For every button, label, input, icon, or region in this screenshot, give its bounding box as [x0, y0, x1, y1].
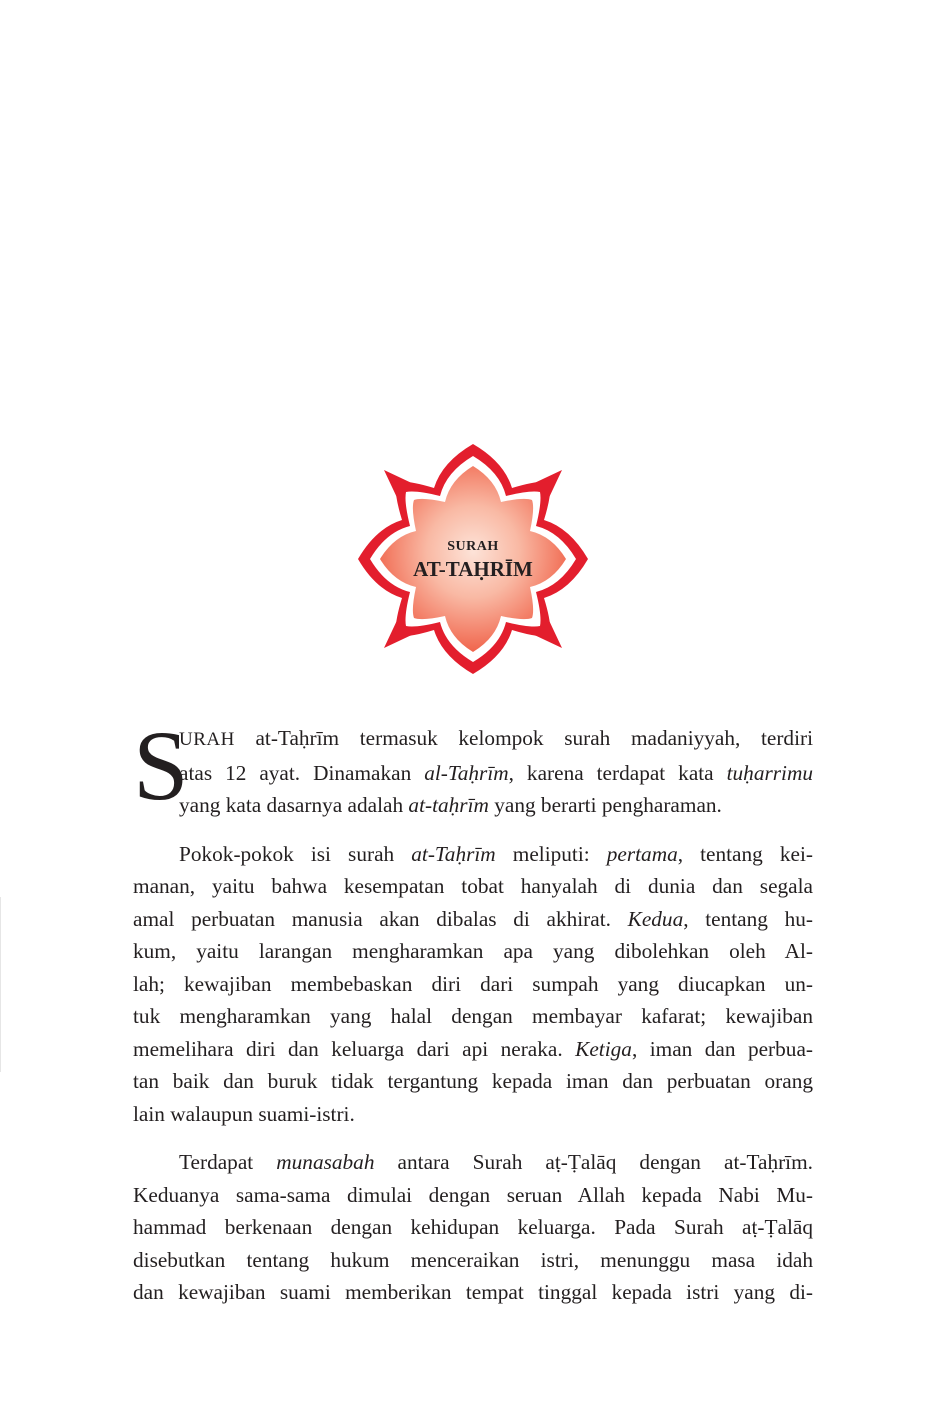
scan-edge-line: [0, 897, 1, 1072]
p2-line-9: lain walaupun suami-istri.: [133, 1101, 355, 1126]
paragraph-2: [133, 838, 813, 1131]
p2-line-2: manan, yaitu bahwa kesempatan tobat hanyalah di dunia dan segala: [133, 874, 813, 898]
emblem-label: SURAH: [447, 539, 499, 554]
emblem-text: [354, 538, 592, 582]
intro-paragraph: [133, 710, 813, 822]
intro-line-2: atas 12 ayat. Dinamakan al-Taḥrīm, karena terdapat kata tuḥarrimu: [179, 760, 813, 785]
intro-line-1: URAH at-Taḥrīm termasuk kelompok surah madaniyyah, terdiri: [179, 726, 813, 750]
p3-line-1: Terdapat munasabah antara Surah aṭ-Ṭalāq dengan at-Taḥrīm.: [179, 1150, 813, 1174]
p2-line-8: tan baik dan buruk tidak tergantung kepada iman dan perbuatan orang: [133, 1069, 813, 1093]
drop-cap: S: [133, 710, 189, 821]
p2-line-5: lah; kewajiban membebaskan diri dari sumpah yang diucapkan un-: [133, 971, 813, 996]
emblem-title: AT-TAḤRĪM: [413, 557, 533, 581]
surah-emblem: [354, 440, 592, 678]
p2-line-1: Pokok-pokok isi surah at-Taḥrīm meliputi: pertama, tentang kei-: [179, 841, 813, 866]
p3-line-2: Keduanya sama-sama dimulai dengan seruan Allah kepada Nabi Mu-: [133, 1182, 813, 1207]
p3-line-5: dan kewajiban suami memberikan tempat tinggal kepada istri yang di-: [133, 1280, 813, 1304]
p2-line-4: kum, yaitu larangan mengharamkan apa yang dibolehkan oleh Al-: [133, 939, 813, 963]
p3-line-4: disebutkan tentang hukum menceraikan istri, menunggu masa idah: [133, 1247, 813, 1272]
intro-line-3: yang kata dasarnya adalah at-taḥrīm yang berarti pengharaman.: [179, 793, 722, 817]
p2-line-6: tuk mengharamkan yang halal dengan membayar kafarat; kewajiban: [133, 1004, 813, 1028]
p3-line-3: hammad berkenaan dengan kehidupan keluarga. Pada Surah aṭ-Ṭalāq: [133, 1215, 813, 1239]
p2-line-3: amal perbuatan manusia akan dibalas di akhirat. Kedua, tentang hu-: [133, 906, 813, 931]
p2-line-7: memelihara diri dan keluarga dari api neraka. Ketiga, iman dan perbua-: [133, 1036, 813, 1061]
paragraph-3: [133, 1146, 813, 1309]
body-text: [133, 710, 813, 1309]
